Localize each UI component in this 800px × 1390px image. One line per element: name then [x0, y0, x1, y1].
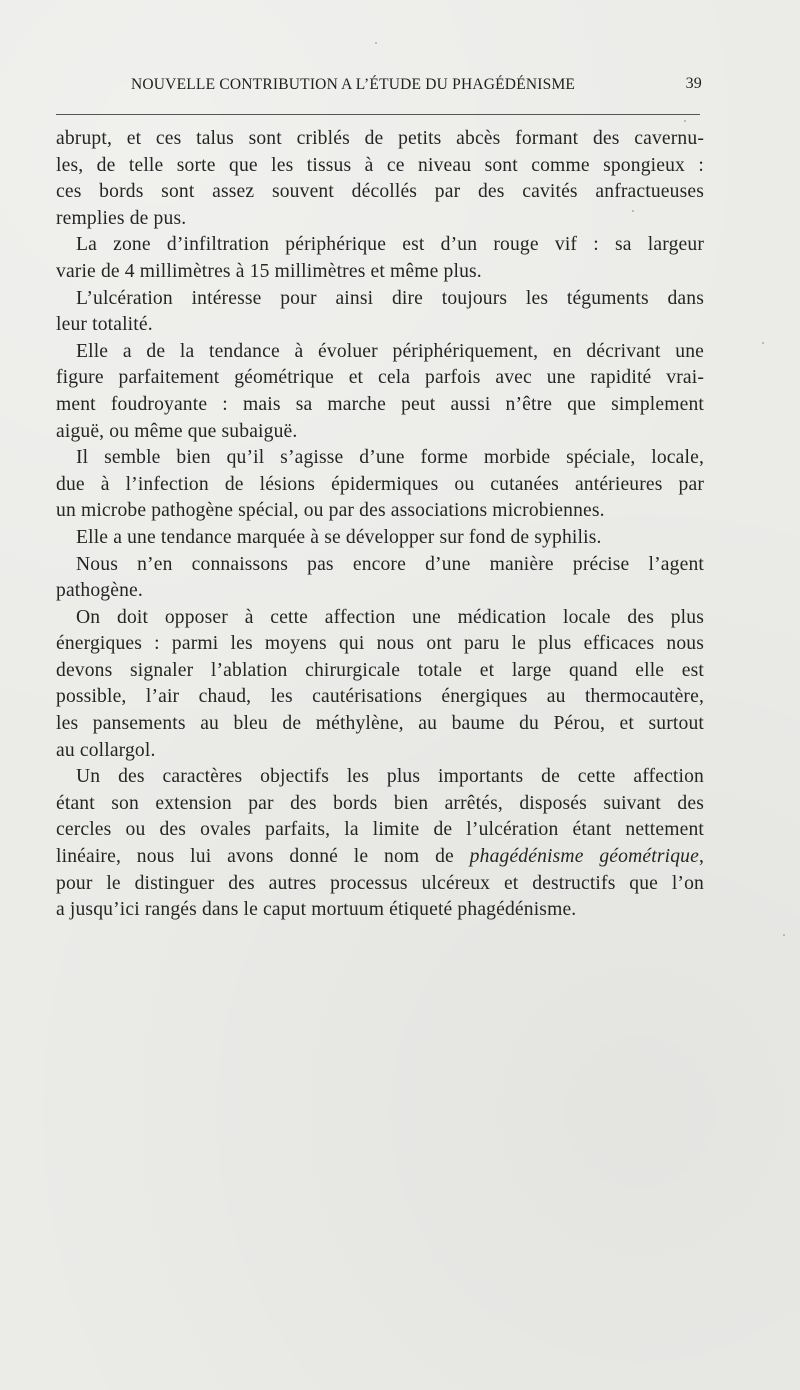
- text-line: Un des caractères objectifs les plus importants de cette affection: [76, 766, 704, 788]
- header-rule: [56, 114, 700, 115]
- page-number: 39: [685, 75, 702, 92]
- text-line: Nous n’en connaissons pas encore d’une manière précise l’agent: [76, 553, 704, 575]
- body-text: [56, 126, 704, 924]
- text-line-with-italic: [56, 844, 704, 871]
- text-line: pour le distinguer des autres processus ulcéreux et destructifs que l’on: [56, 872, 704, 894]
- text-line: La zone d’infiltration périphérique est d’un rouge vif : sa largeur: [76, 234, 704, 256]
- paper-speck: [783, 934, 785, 936]
- text-line: étant son extension par des bords bien arrêtés, disposés suivant des: [56, 792, 704, 814]
- text-line: cercles ou des ovales parfaits, la limite de l’ulcération étant nettement: [56, 819, 704, 841]
- text-line: Il semble bien qu’il s’agisse d’une forme morbide spéciale, locale,: [76, 447, 704, 469]
- text-fragment: ,: [698, 846, 705, 868]
- text-line: au collargol.: [56, 739, 156, 761]
- paper-speck: [684, 120, 686, 122]
- text-line: les pansements au bleu de méthylène, au baume du Pérou, et surtout: [56, 713, 704, 735]
- text-line: ment foudroyante : mais sa marche peut aussi n’être que simplement: [56, 393, 704, 415]
- text-line: pathogène.: [56, 580, 143, 602]
- text-line: due à l’infection de lésions épidermiques ou cutanées antérieures par: [56, 473, 704, 495]
- text-line: Elle a une tendance marquée à se développer sur fond de syphilis.: [76, 526, 602, 548]
- text-line: devons signaler l’ablation chirurgicale totale et large quand elle est: [56, 659, 704, 681]
- running-head: [56, 74, 702, 102]
- text-line: les, de telle sorte que les tissus à ce niveau sont comme spongieux :: [56, 154, 704, 176]
- paper-speck: [762, 342, 764, 344]
- text-line: On doit opposer à cette affection une médication locale des plus: [76, 606, 704, 628]
- text-line: L’ulcération intéresse pour ainsi dire toujours les téguments dans: [76, 287, 704, 309]
- text-line: aiguë, ou même que subaiguë.: [56, 420, 298, 442]
- paper-speck: [632, 210, 634, 212]
- text-line: varie de 4 millimètres à 15 millimètres et même plus.: [56, 260, 482, 282]
- text-line: remplies de pus.: [56, 207, 187, 229]
- text-line: a jusqu’ici rangés dans le caput mortuum étiqueté phagédénisme.: [56, 899, 577, 921]
- paper-speck: [375, 42, 377, 44]
- text-line: ces bords sont assez souvent décollés par des cavités anfractueuses: [56, 181, 704, 203]
- text-line: possible, l’air chaud, les cautérisations énergiques au thermocautère,: [56, 686, 704, 708]
- italic-term: phagédénisme géométrique: [469, 846, 699, 868]
- text-line: leur totalité.: [56, 314, 153, 336]
- text-line: figure parfaitement géométrique et cela parfois avec une rapidité vrai-: [56, 367, 704, 389]
- text-line: énergiques : parmi les moyens qui nous ont paru le plus efficaces nous: [56, 633, 704, 655]
- text-line: Elle a de la tendance à évoluer périphériquement, en décrivant une: [76, 340, 704, 362]
- text-line: abrupt, et ces talus sont criblés de petits abcès formant des cavernu-: [56, 128, 704, 149]
- text-fragment: linéaire, nous lui avons donné le nom de: [56, 846, 470, 868]
- text-line: un microbe pathogène spécial, ou par des associations microbiennes.: [56, 500, 605, 522]
- running-title: NOUVELLE CONTRIBUTION A L’ÉTUDE DU PHAGÉDÉNISME: [131, 76, 576, 93]
